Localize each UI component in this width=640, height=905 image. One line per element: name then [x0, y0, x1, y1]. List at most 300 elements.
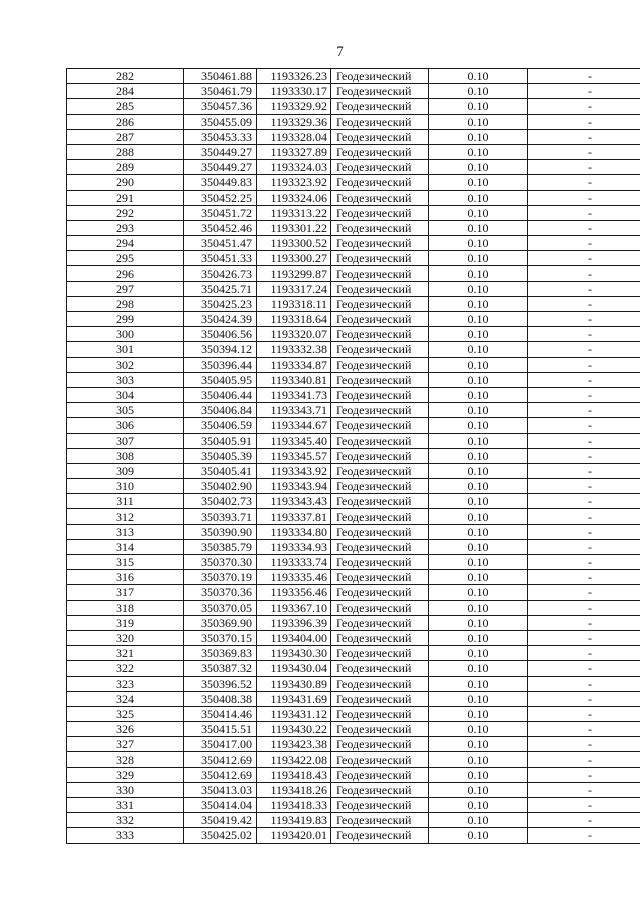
y-coordinate-cell: 1193431.69	[257, 691, 331, 706]
table-row	[67, 342, 640, 357]
description-cell: -	[528, 205, 640, 220]
accuracy-cell: 0.10	[429, 600, 528, 615]
method-cell: Геодезический	[331, 555, 429, 570]
page-number: 7	[336, 44, 344, 60]
table-row	[67, 676, 640, 691]
y-coordinate-cell: 1193423.38	[257, 737, 331, 752]
accuracy-cell: 0.10	[429, 220, 528, 235]
table-row	[67, 494, 640, 509]
description-cell: -	[528, 99, 640, 114]
method-cell: Геодезический	[331, 296, 429, 311]
method-cell: Геодезический	[331, 160, 429, 175]
y-coordinate-cell: 1193343.92	[257, 463, 331, 478]
point-number-cell: 318	[67, 600, 184, 615]
y-coordinate-cell: 1193343.94	[257, 479, 331, 494]
method-cell: Геодезический	[331, 767, 429, 782]
description-cell: -	[528, 160, 640, 175]
point-number-cell: 304	[67, 387, 184, 402]
y-coordinate-cell: 1193345.57	[257, 448, 331, 463]
method-cell: Геодезический	[331, 737, 429, 752]
accuracy-cell: 0.10	[429, 418, 528, 433]
table-row	[67, 585, 640, 600]
point-number-cell: 297	[67, 281, 184, 296]
y-coordinate-cell: 1193313.22	[257, 205, 331, 220]
method-cell: Геодезический	[331, 676, 429, 691]
y-coordinate-cell: 1193327.89	[257, 144, 331, 159]
table-row	[67, 312, 640, 327]
method-cell: Геодезический	[331, 190, 429, 205]
point-number-cell: 284	[67, 84, 184, 99]
y-coordinate-cell: 1193396.39	[257, 615, 331, 630]
description-cell: -	[528, 646, 640, 661]
x-coordinate-cell: 350415.51	[184, 722, 257, 737]
accuracy-cell: 0.10	[429, 433, 528, 448]
description-cell: -	[528, 463, 640, 478]
table-row	[67, 600, 640, 615]
y-coordinate-cell: 1193337.81	[257, 509, 331, 524]
x-coordinate-cell: 350406.84	[184, 403, 257, 418]
point-number-cell: 296	[67, 266, 184, 281]
y-coordinate-cell: 1193318.64	[257, 312, 331, 327]
point-number-cell: 292	[67, 205, 184, 220]
accuracy-cell: 0.10	[429, 190, 528, 205]
accuracy-cell: 0.10	[429, 266, 528, 281]
accuracy-cell: 0.10	[429, 646, 528, 661]
y-coordinate-cell: 1193345.40	[257, 433, 331, 448]
table-row	[67, 84, 640, 99]
accuracy-cell: 0.10	[429, 691, 528, 706]
description-cell: -	[528, 782, 640, 797]
point-number-cell: 295	[67, 251, 184, 266]
method-cell: Геодезический	[331, 524, 429, 539]
method-cell: Геодезический	[331, 798, 429, 813]
table-row	[67, 630, 640, 645]
point-number-cell: 302	[67, 357, 184, 372]
y-coordinate-cell: 1193340.81	[257, 372, 331, 387]
point-number-cell: 320	[67, 630, 184, 645]
method-cell: Геодезический	[331, 84, 429, 99]
point-number-cell: 288	[67, 144, 184, 159]
accuracy-cell: 0.10	[429, 175, 528, 190]
description-cell: -	[528, 418, 640, 433]
table-row	[67, 722, 640, 737]
point-number-cell: 325	[67, 706, 184, 721]
x-coordinate-cell: 350449.27	[184, 160, 257, 175]
description-cell: -	[528, 600, 640, 615]
description-cell: -	[528, 813, 640, 828]
y-coordinate-cell: 1193320.07	[257, 327, 331, 342]
description-cell: -	[528, 691, 640, 706]
point-number-cell: 293	[67, 220, 184, 235]
method-cell: Геодезический	[331, 600, 429, 615]
method-cell: Геодезический	[331, 539, 429, 554]
y-coordinate-cell: 1193301.22	[257, 220, 331, 235]
description-cell: -	[528, 129, 640, 144]
table-row	[67, 691, 640, 706]
y-coordinate-cell: 1193404.00	[257, 630, 331, 645]
y-coordinate-cell: 1193329.36	[257, 114, 331, 129]
accuracy-cell: 0.10	[429, 676, 528, 691]
y-coordinate-cell: 1193430.89	[257, 676, 331, 691]
point-number-cell: 311	[67, 494, 184, 509]
method-cell: Геодезический	[331, 251, 429, 266]
y-coordinate-cell: 1193430.04	[257, 661, 331, 676]
accuracy-cell: 0.10	[429, 99, 528, 114]
description-cell: -	[528, 312, 640, 327]
description-cell: -	[528, 828, 640, 843]
x-coordinate-cell: 350406.56	[184, 327, 257, 342]
method-cell: Геодезический	[331, 813, 429, 828]
description-cell: -	[528, 509, 640, 524]
description-cell: -	[528, 524, 640, 539]
table-row	[67, 190, 640, 205]
y-coordinate-cell: 1193334.80	[257, 524, 331, 539]
x-coordinate-cell: 350425.23	[184, 296, 257, 311]
method-cell: Геодезический	[331, 129, 429, 144]
point-number-cell: 286	[67, 114, 184, 129]
accuracy-cell: 0.10	[429, 615, 528, 630]
method-cell: Геодезический	[331, 281, 429, 296]
accuracy-cell: 0.10	[429, 463, 528, 478]
x-coordinate-cell: 350414.04	[184, 798, 257, 813]
y-coordinate-cell: 1193323.92	[257, 175, 331, 190]
method-cell: Геодезический	[331, 661, 429, 676]
method-cell: Геодезический	[331, 357, 429, 372]
method-cell: Геодезический	[331, 69, 429, 84]
table-row	[67, 144, 640, 159]
y-coordinate-cell: 1193343.43	[257, 494, 331, 509]
accuracy-cell: 0.10	[429, 296, 528, 311]
x-coordinate-cell: 350390.90	[184, 524, 257, 539]
y-coordinate-cell: 1193430.22	[257, 722, 331, 737]
point-number-cell: 328	[67, 752, 184, 767]
point-number-cell: 291	[67, 190, 184, 205]
table-row	[67, 448, 640, 463]
x-coordinate-cell: 350402.90	[184, 479, 257, 494]
y-coordinate-cell: 1193334.87	[257, 357, 331, 372]
table-row	[67, 175, 640, 190]
y-coordinate-cell: 1193317.24	[257, 281, 331, 296]
accuracy-cell: 0.10	[429, 798, 528, 813]
table-row	[67, 570, 640, 585]
accuracy-cell: 0.10	[429, 84, 528, 99]
description-cell: -	[528, 585, 640, 600]
y-coordinate-cell: 1193356.46	[257, 585, 331, 600]
accuracy-cell: 0.10	[429, 722, 528, 737]
accuracy-cell: 0.10	[429, 524, 528, 539]
point-number-cell: 308	[67, 448, 184, 463]
table-row	[67, 767, 640, 782]
x-coordinate-cell: 350370.30	[184, 555, 257, 570]
table-row	[67, 782, 640, 797]
method-cell: Геодезический	[331, 479, 429, 494]
point-number-cell: 303	[67, 372, 184, 387]
coordinates-table-body	[67, 69, 640, 844]
accuracy-cell: 0.10	[429, 509, 528, 524]
accuracy-cell: 0.10	[429, 448, 528, 463]
method-cell: Геодезический	[331, 205, 429, 220]
point-number-cell: 301	[67, 342, 184, 357]
point-number-cell: 287	[67, 129, 184, 144]
description-cell: -	[528, 236, 640, 251]
accuracy-cell: 0.10	[429, 129, 528, 144]
accuracy-cell: 0.10	[429, 160, 528, 175]
table-row	[67, 251, 640, 266]
y-coordinate-cell: 1193422.08	[257, 752, 331, 767]
y-coordinate-cell: 1193333.74	[257, 555, 331, 570]
coordinates-table	[66, 68, 640, 844]
description-cell: -	[528, 479, 640, 494]
table-row	[67, 69, 640, 84]
accuracy-cell: 0.10	[429, 251, 528, 266]
method-cell: Геодезический	[331, 175, 429, 190]
y-coordinate-cell: 1193431.12	[257, 706, 331, 721]
method-cell: Геодезический	[331, 722, 429, 737]
x-coordinate-cell: 350402.73	[184, 494, 257, 509]
table-row	[67, 646, 640, 661]
y-coordinate-cell: 1193418.43	[257, 767, 331, 782]
description-cell: -	[528, 448, 640, 463]
y-coordinate-cell: 1193324.06	[257, 190, 331, 205]
description-cell: -	[528, 706, 640, 721]
accuracy-cell: 0.10	[429, 706, 528, 721]
accuracy-cell: 0.10	[429, 205, 528, 220]
accuracy-cell: 0.10	[429, 281, 528, 296]
y-coordinate-cell: 1193334.93	[257, 539, 331, 554]
table-row	[67, 433, 640, 448]
x-coordinate-cell: 350414.46	[184, 706, 257, 721]
x-coordinate-cell: 350451.72	[184, 205, 257, 220]
y-coordinate-cell: 1193419.83	[257, 813, 331, 828]
description-cell: -	[528, 144, 640, 159]
x-coordinate-cell: 350396.44	[184, 357, 257, 372]
accuracy-cell: 0.10	[429, 144, 528, 159]
method-cell: Геодезический	[331, 403, 429, 418]
method-cell: Геодезический	[331, 266, 429, 281]
table-row	[67, 357, 640, 372]
y-coordinate-cell: 1193367.10	[257, 600, 331, 615]
method-cell: Геодезический	[331, 220, 429, 235]
accuracy-cell: 0.10	[429, 737, 528, 752]
description-cell: -	[528, 676, 640, 691]
x-coordinate-cell: 350412.69	[184, 767, 257, 782]
point-number-cell: 313	[67, 524, 184, 539]
method-cell: Геодезический	[331, 114, 429, 129]
method-cell: Геодезический	[331, 342, 429, 357]
point-number-cell: 310	[67, 479, 184, 494]
description-cell: -	[528, 296, 640, 311]
point-number-cell: 306	[67, 418, 184, 433]
x-coordinate-cell: 350396.52	[184, 676, 257, 691]
description-cell: -	[528, 630, 640, 645]
table-row	[67, 114, 640, 129]
y-coordinate-cell: 1193335.46	[257, 570, 331, 585]
method-cell: Геодезический	[331, 570, 429, 585]
accuracy-cell: 0.10	[429, 782, 528, 797]
description-cell: -	[528, 114, 640, 129]
description-cell: -	[528, 722, 640, 737]
table-row	[67, 706, 640, 721]
x-coordinate-cell: 350453.33	[184, 129, 257, 144]
x-coordinate-cell: 350452.46	[184, 220, 257, 235]
x-coordinate-cell: 350370.05	[184, 600, 257, 615]
x-coordinate-cell: 350370.36	[184, 585, 257, 600]
point-number-cell: 285	[67, 99, 184, 114]
point-number-cell: 309	[67, 463, 184, 478]
x-coordinate-cell: 350461.79	[184, 84, 257, 99]
table-row	[67, 798, 640, 813]
accuracy-cell: 0.10	[429, 357, 528, 372]
method-cell: Геодезический	[331, 433, 429, 448]
y-coordinate-cell: 1193341.73	[257, 387, 331, 402]
y-coordinate-cell: 1193418.26	[257, 782, 331, 797]
accuracy-cell: 0.10	[429, 114, 528, 129]
method-cell: Геодезический	[331, 828, 429, 843]
table-row	[67, 479, 640, 494]
x-coordinate-cell: 350406.59	[184, 418, 257, 433]
accuracy-cell: 0.10	[429, 767, 528, 782]
point-number-cell: 333	[67, 828, 184, 843]
method-cell: Геодезический	[331, 463, 429, 478]
description-cell: -	[528, 175, 640, 190]
accuracy-cell: 0.10	[429, 661, 528, 676]
description-cell: -	[528, 372, 640, 387]
x-coordinate-cell: 350387.32	[184, 661, 257, 676]
table-row	[67, 509, 640, 524]
table-row	[67, 160, 640, 175]
y-coordinate-cell: 1193332.38	[257, 342, 331, 357]
point-number-cell: 322	[67, 661, 184, 676]
point-number-cell: 307	[67, 433, 184, 448]
table-row	[67, 327, 640, 342]
point-number-cell: 312	[67, 509, 184, 524]
y-coordinate-cell: 1193299.87	[257, 266, 331, 281]
x-coordinate-cell: 350413.03	[184, 782, 257, 797]
method-cell: Геодезический	[331, 646, 429, 661]
accuracy-cell: 0.10	[429, 479, 528, 494]
table-row	[67, 205, 640, 220]
point-number-cell: 317	[67, 585, 184, 600]
x-coordinate-cell: 350393.71	[184, 509, 257, 524]
x-coordinate-cell: 350408.38	[184, 691, 257, 706]
method-cell: Геодезический	[331, 585, 429, 600]
accuracy-cell: 0.10	[429, 752, 528, 767]
description-cell: -	[528, 615, 640, 630]
method-cell: Геодезический	[331, 691, 429, 706]
x-coordinate-cell: 350405.95	[184, 372, 257, 387]
accuracy-cell: 0.10	[429, 828, 528, 843]
x-coordinate-cell: 350405.41	[184, 463, 257, 478]
x-coordinate-cell: 350406.44	[184, 387, 257, 402]
table-row	[67, 661, 640, 676]
table-row	[67, 296, 640, 311]
accuracy-cell: 0.10	[429, 630, 528, 645]
description-cell: -	[528, 357, 640, 372]
table-row	[67, 99, 640, 114]
description-cell: -	[528, 798, 640, 813]
y-coordinate-cell: 1193300.52	[257, 236, 331, 251]
x-coordinate-cell: 350394.12	[184, 342, 257, 357]
y-coordinate-cell: 1193430.30	[257, 646, 331, 661]
description-cell: -	[528, 190, 640, 205]
x-coordinate-cell: 350412.69	[184, 752, 257, 767]
x-coordinate-cell: 350455.09	[184, 114, 257, 129]
x-coordinate-cell: 350452.25	[184, 190, 257, 205]
table-row	[67, 737, 640, 752]
method-cell: Геодезический	[331, 327, 429, 342]
method-cell: Геодезический	[331, 494, 429, 509]
description-cell: -	[528, 767, 640, 782]
x-coordinate-cell: 350405.39	[184, 448, 257, 463]
description-cell: -	[528, 220, 640, 235]
x-coordinate-cell: 350449.83	[184, 175, 257, 190]
x-coordinate-cell: 350405.91	[184, 433, 257, 448]
description-cell: -	[528, 327, 640, 342]
description-cell: -	[528, 69, 640, 84]
table-row	[67, 615, 640, 630]
accuracy-cell: 0.10	[429, 327, 528, 342]
description-cell: -	[528, 266, 640, 281]
method-cell: Геодезический	[331, 509, 429, 524]
method-cell: Геодезический	[331, 372, 429, 387]
y-coordinate-cell: 1193329.92	[257, 99, 331, 114]
table-row	[67, 555, 640, 570]
description-cell: -	[528, 661, 640, 676]
description-cell: -	[528, 752, 640, 767]
table-row	[67, 828, 640, 843]
method-cell: Геодезический	[331, 144, 429, 159]
table-row	[67, 463, 640, 478]
table-row	[67, 372, 640, 387]
y-coordinate-cell: 1193344.67	[257, 418, 331, 433]
accuracy-cell: 0.10	[429, 555, 528, 570]
x-coordinate-cell: 350417.00	[184, 737, 257, 752]
x-coordinate-cell: 350449.27	[184, 144, 257, 159]
point-number-cell: 299	[67, 312, 184, 327]
accuracy-cell: 0.10	[429, 387, 528, 402]
description-cell: -	[528, 251, 640, 266]
x-coordinate-cell: 350370.19	[184, 570, 257, 585]
accuracy-cell: 0.10	[429, 813, 528, 828]
accuracy-cell: 0.10	[429, 69, 528, 84]
y-coordinate-cell: 1193324.03	[257, 160, 331, 175]
x-coordinate-cell: 350370.15	[184, 630, 257, 645]
point-number-cell: 290	[67, 175, 184, 190]
point-number-cell: 324	[67, 691, 184, 706]
point-number-cell: 327	[67, 737, 184, 752]
y-coordinate-cell: 1193326.23	[257, 69, 331, 84]
x-coordinate-cell: 350451.33	[184, 251, 257, 266]
point-number-cell: 294	[67, 236, 184, 251]
point-number-cell: 319	[67, 615, 184, 630]
description-cell: -	[528, 387, 640, 402]
point-number-cell: 300	[67, 327, 184, 342]
accuracy-cell: 0.10	[429, 236, 528, 251]
y-coordinate-cell: 1193330.17	[257, 84, 331, 99]
description-cell: -	[528, 555, 640, 570]
point-number-cell: 330	[67, 782, 184, 797]
x-coordinate-cell: 350426.73	[184, 266, 257, 281]
x-coordinate-cell: 350457.36	[184, 99, 257, 114]
method-cell: Геодезический	[331, 312, 429, 327]
table-row	[67, 281, 640, 296]
method-cell: Геодезический	[331, 448, 429, 463]
y-coordinate-cell: 1193343.71	[257, 403, 331, 418]
table-row	[67, 524, 640, 539]
x-coordinate-cell: 350419.42	[184, 813, 257, 828]
accuracy-cell: 0.10	[429, 372, 528, 387]
accuracy-cell: 0.10	[429, 539, 528, 554]
